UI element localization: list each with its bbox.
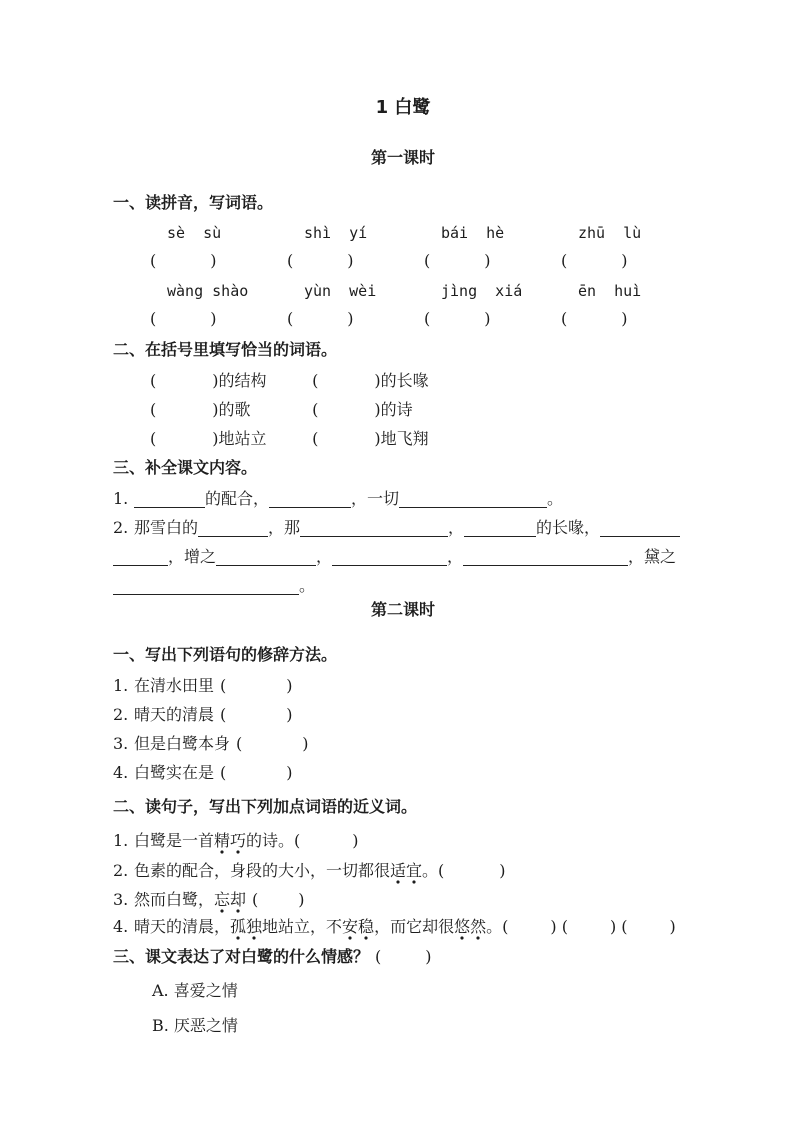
sentence-text: 地站立，不 — [262, 917, 343, 936]
cloze-text: 。 — [547, 489, 564, 508]
pinyin-row-2 — [150, 281, 693, 302]
answer-bracket-row-1 — [150, 250, 693, 271]
section-heading-text: 三、课文表达了对白鹭的什么情感？ — [113, 947, 370, 966]
option-label: A. 喜爱之情 — [152, 981, 238, 1000]
emphasized-word: 安稳 — [342, 917, 374, 941]
question-number: 1. — [113, 676, 129, 695]
cloze-text: 那雪白的 — [134, 518, 199, 537]
answer-brackets: ( ) — [561, 251, 628, 270]
answer-brackets: ( ) — [150, 309, 217, 328]
answer-brackets: ( ) — [294, 831, 359, 850]
cloze-text: ，那 — [268, 518, 301, 537]
pinyin-word: ēn huì — [578, 282, 642, 300]
sentence-text: 白鹭实在是 — [134, 763, 215, 782]
lesson-title: 1 白鹭 — [375, 97, 431, 118]
section-p1-3-heading: 三、补全课文内容。 — [113, 458, 258, 477]
answer-bracket-row-2 — [150, 308, 693, 329]
section-p2-2-heading: 二、读句子，写出下列加点词语的近义词。 — [113, 797, 418, 816]
answer-brackets: ( ) — [220, 705, 293, 724]
pinyin-word: shì yí — [304, 224, 368, 242]
answer-brackets: ( ) — [438, 861, 506, 880]
answer-brackets: ( ) — [561, 309, 628, 328]
pinyin-word: yùn wèi — [304, 282, 377, 300]
cloze-text: ，增之 — [168, 547, 217, 566]
option-b — [152, 1015, 693, 1036]
pinyin-word: jìng xiá — [441, 282, 523, 300]
question-number: 2. — [113, 705, 129, 724]
session-1-heading: 第一课时 — [370, 148, 435, 167]
cloze-line-3 — [113, 546, 693, 567]
word-fill-row — [150, 399, 693, 420]
cloze-line-1 — [113, 488, 693, 509]
answer-brackets: ( ) — [375, 947, 432, 966]
fill-label: 的长喙 — [380, 371, 429, 390]
pinyin-word: sè sù — [167, 224, 222, 242]
blank-line — [269, 490, 351, 508]
bracket-fill-item: ( )的诗 — [312, 400, 413, 419]
answer-brackets: ( ) — [287, 251, 354, 270]
blank-line — [113, 548, 168, 566]
section-p1-2-heading: 二、在括号里填写恰当的词语。 — [113, 340, 338, 359]
blank-line — [332, 548, 447, 566]
rhetoric-question-3 — [113, 733, 693, 754]
bracket-fill-item: ( )的结构 — [150, 371, 267, 390]
cloze-text: ， — [316, 547, 333, 566]
bracket-fill-item: ( )地飞翔 — [312, 429, 429, 448]
fill-label: 地站立 — [218, 429, 267, 448]
question-number: 3. — [113, 734, 129, 753]
answer-brackets: ( ) — [220, 763, 293, 782]
option-a — [152, 980, 693, 1001]
answer-brackets: ( ) — [150, 251, 217, 270]
section-p1-1-heading: 一、读拼音，写词语。 — [113, 193, 274, 212]
synonym-question-1 — [113, 830, 693, 851]
section-p2-3-heading — [113, 946, 693, 967]
answer-brackets: ( ) — [252, 890, 305, 909]
fill-label: 的结构 — [218, 371, 267, 390]
sentence-text: 但是白鹭本身 — [134, 734, 231, 753]
section-p2-1-heading: 一、写出下列语句的修辞方法。 — [113, 645, 338, 664]
answer-brackets: ( ) — [220, 676, 293, 695]
answer-brackets: ( ) — [561, 917, 617, 936]
question-number: 2. — [113, 861, 129, 880]
fill-label: 的诗 — [380, 400, 413, 419]
sentence-text: 。 — [486, 917, 503, 936]
cloze-text: ， — [448, 518, 465, 537]
sentence-text: 的诗。 — [246, 831, 295, 850]
blank-line — [463, 548, 628, 566]
answer-brackets: ( ) — [424, 309, 491, 328]
pinyin-row-1 — [150, 223, 693, 244]
question-number: 4. — [113, 763, 129, 782]
emphasized-word: 精巧 — [214, 831, 246, 855]
sentence-text: 白鹭是一首 — [134, 831, 215, 850]
question-number: 1. — [113, 489, 129, 508]
sentence-text: 。 — [422, 861, 439, 880]
question-number: 1. — [113, 831, 129, 850]
blank-line — [134, 490, 205, 508]
cloze-text: 。 — [299, 576, 316, 595]
sentence-text: 晴天的清晨， — [134, 917, 231, 936]
rhetoric-question-4 — [113, 762, 693, 783]
sentence-text: 晴天的清晨 — [134, 705, 215, 724]
emphasized-word: 悠然 — [454, 917, 486, 941]
blank-line — [464, 519, 536, 537]
sentence-text: 在清水田里 — [134, 676, 215, 695]
cloze-text: ， — [447, 547, 464, 566]
question-number: 2. — [113, 518, 129, 537]
bracket-fill-item: ( )的长喙 — [312, 371, 429, 390]
pinyin-word: zhū lù — [578, 224, 642, 242]
blank-line — [216, 548, 316, 566]
answer-brackets: ( ) — [621, 917, 676, 936]
blank-line — [113, 577, 299, 595]
blank-line — [600, 519, 680, 537]
cloze-text: 的长喙， — [536, 518, 601, 537]
question-number: 4. — [113, 917, 129, 936]
synonym-question-3 — [113, 889, 693, 910]
answer-brackets: ( ) — [236, 734, 309, 753]
pinyin-word: bái hè — [441, 224, 505, 242]
emphasized-word: 适宜 — [390, 861, 422, 885]
sentence-text: ，而它却很 — [374, 917, 455, 936]
word-fill-row — [150, 370, 693, 391]
bracket-fill-item: ( )地站立 — [150, 429, 267, 448]
cloze-line-4 — [113, 575, 693, 596]
synonym-question-4 — [113, 916, 693, 937]
option-label: B. 厌恶之情 — [152, 1016, 238, 1035]
emphasized-word: 忘却 — [214, 890, 246, 914]
word-fill-row — [150, 428, 693, 449]
answer-brackets: ( ) — [502, 917, 557, 936]
session-2-heading: 第二课时 — [370, 600, 435, 619]
blank-line — [198, 519, 268, 537]
cloze-text: 的配合， — [205, 489, 270, 508]
bracket-fill-item: ( )的歌 — [150, 400, 251, 419]
blank-line — [399, 490, 547, 508]
synonym-question-2 — [113, 860, 693, 881]
answer-brackets: ( ) — [287, 309, 354, 328]
cloze-text: ，黛之 — [628, 547, 677, 566]
pinyin-word: wàng shào — [167, 282, 249, 300]
sentence-text: 色素的配合，身段的大小，一切都很 — [134, 861, 391, 880]
cloze-text: ，一切 — [351, 489, 400, 508]
rhetoric-question-2 — [113, 704, 693, 725]
emphasized-word: 孤独 — [230, 917, 262, 941]
sentence-text: 然而白鹭， — [134, 890, 215, 909]
cloze-line-2 — [113, 517, 693, 538]
question-number: 3. — [113, 890, 129, 909]
rhetoric-question-1 — [113, 675, 693, 696]
fill-label: 地飞翔 — [380, 429, 429, 448]
answer-brackets: ( ) — [424, 251, 491, 270]
blank-line — [300, 519, 448, 537]
fill-label: 的歌 — [218, 400, 251, 419]
